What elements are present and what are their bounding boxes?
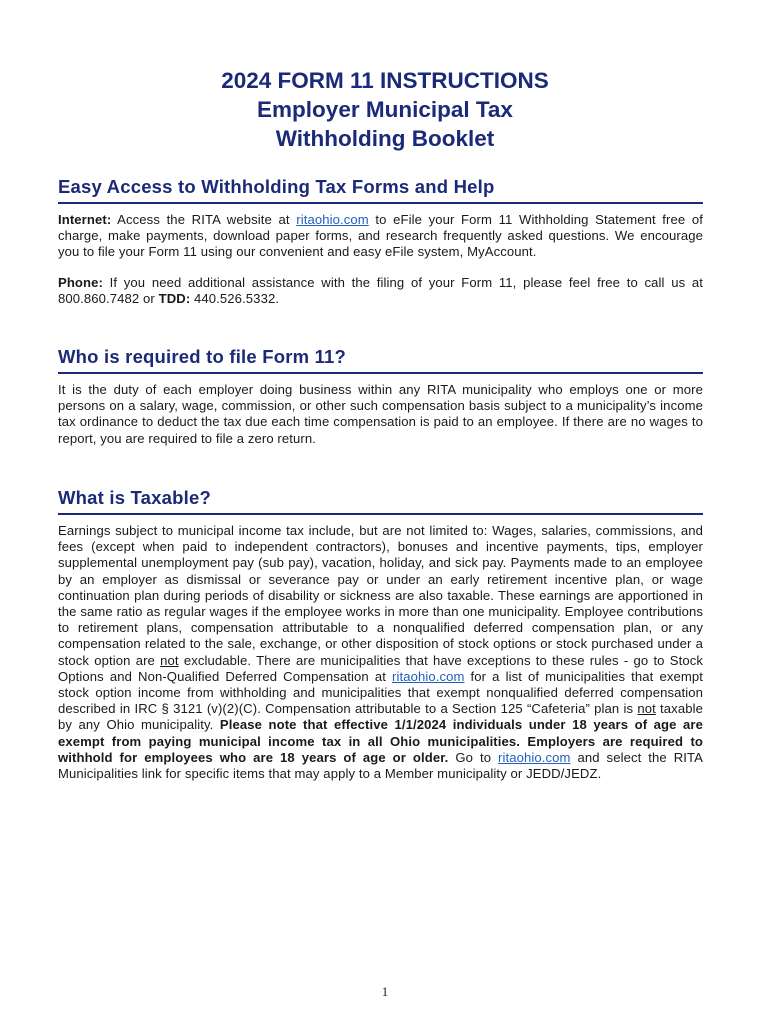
emphasis-not: not [160,652,179,668]
age-exemption-note: Please note that effective 1/1/2024 individuals under 18 years of age are exempt from paying municipal income tax in all Ohio municipalities. Employers are required to withhold for employees who are 18 years of age or older. [58,717,703,765]
phone-label: Phone: [58,274,103,290]
title-line-1: 2024 FORM 11 INSTRUCTIONS [221,68,549,93]
taxable-text-a: Earnings subject to municipal income tax include, but are not limited to: Wages, salaries, commissions, and fees (except when paid to independent contractors), bonuses and incentive payments, tips, employer supplemental unemployment pay (sub pay), vacation, holiday, and sick pay. Payments made to an employee by an employer as dismissal or severance pay or under an early retirement incentive plan, or wage continuation plan during periods of disability or sickness are also taxable. These earnings are apportioned in the same ratio as regular wages if the employee works in more than one municipality. Employee contributions to retirement plans, compensation attributable to a nonqualified deferred compensation plan, or any compensation related to the sale, exchange, or other disposition of stock options or stock purchased under a stock option are [58,523,703,668]
taxable-text-e: Go to [448,749,499,765]
taxable-text-d: taxable by any Ohio municipality. [58,701,703,733]
title-line-3: Withholding Booklet [275,126,495,151]
section-divider [58,372,703,374]
section-heading-easy-access: Easy Access to Withholding Tax Forms and Help [58,176,495,197]
internet-label: Internet: [58,212,112,227]
who-files-paragraph: It is the duty of each employer doing business within any RITA municipality who employs one or more persons on a salary, wage, commission, or other such compensation basis subject to a municipality’s income tax ordinance to deduct the tax due each time compensation is paid to an employee. If there are no wages to report, you are required to file a zero return. [58,382,703,446]
section-divider [58,513,703,515]
ritaohio-link[interactable]: ritaohio.com [392,668,465,684]
section-easy-access [58,176,703,307]
phone-text: If you need additional assistance with the filing of your Form 11, please feel free to call us at 800.860.7482 or [58,274,703,306]
taxable-paragraph [58,523,703,782]
internet-text-a: Access the RITA website at [111,212,297,227]
taxable-text-c: for a list of municipalities that exempt stock option income from withholding and municipalities that exempt nonqualified deferred compensation described in IRC § 3121 (v)(2)(C). Compensation attributable to a Section 125 “Cafeteria” plan is [58,668,703,717]
ritaohio-link[interactable]: ritaohio.com [296,212,369,227]
section-heading-who-files: Who is required to file Form 11? [58,346,347,367]
section-divider [58,202,703,204]
internet-text-b: to eFile your Form 11 Withholding Statement free of charge, make payments, download paper forms, and research frequently asked questions. We encourage you to file your Form 11 using our convenient and easy eFile system, MyAccount. [58,212,703,260]
internet-paragraph [58,212,703,261]
document-title [0,66,770,153]
section-heading-what-taxable: What is Taxable? [58,487,211,508]
tdd-label: TDD: [158,290,191,306]
emphasis-not: not [637,701,656,717]
section-what-taxable [58,487,703,782]
taxable-text-f: and select the RITA Municipalities link for specific items that may apply to a Member municipality or JEDD/JEDZ. [58,749,703,782]
taxable-text-b: excludable. There are municipalities that have exceptions to these rules - go to Stock Options and Non-Qualified Deferred Compensation at [58,652,703,684]
phone-paragraph [58,275,703,307]
page-number: 1 [381,984,389,999]
title-line-2: Employer Municipal Tax [257,97,513,122]
section-who-files [58,346,703,447]
ritaohio-link[interactable]: ritaohio.com [498,749,571,765]
tdd-text: 440.526.5332. [190,290,280,306]
